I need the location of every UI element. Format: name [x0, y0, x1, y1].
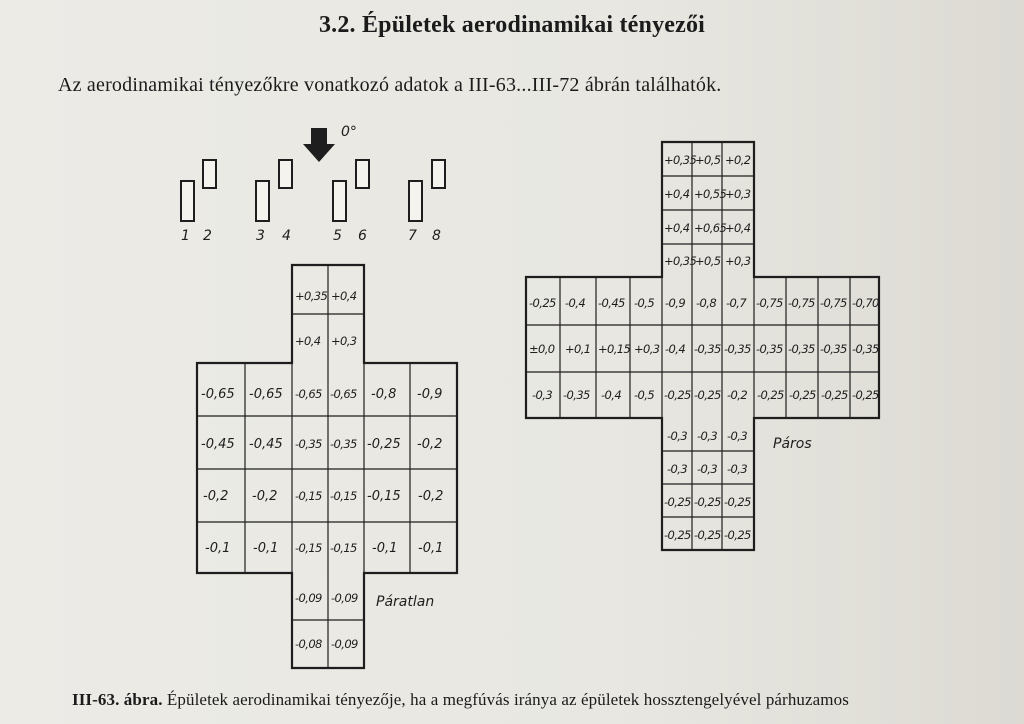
even-cell: +0,15 [598, 342, 631, 356]
odd-cell: -0,09 [295, 591, 322, 605]
wind-arrow-icon [303, 128, 335, 162]
even-cell: -0,2 [727, 388, 748, 402]
even-cell: +0,5 [695, 254, 721, 268]
building-4 [279, 160, 292, 188]
even-cell: -0,3 [667, 429, 688, 443]
even-cell: +0,5 [695, 153, 721, 167]
building-2 [203, 160, 216, 188]
even-cell: -0,35 [724, 342, 751, 356]
odd-cell: -0,35 [330, 437, 357, 451]
even-cell: -0,45 [598, 296, 625, 310]
building-label-2: 2 [203, 228, 212, 244]
odd-cell: -0,65 [201, 387, 235, 402]
even-cell: -0,75 [820, 296, 847, 310]
even-cell: -0,25 [694, 495, 721, 509]
even-cell: ±0,0 [529, 342, 555, 356]
odd-cell: +0,35 [295, 289, 328, 303]
even-cell: -0,25 [789, 388, 816, 402]
even-cell: +0,65 [694, 221, 727, 235]
even-cell: -0,9 [665, 296, 686, 310]
odd-cell: -0,2 [418, 489, 444, 504]
even-cell: -0,75 [788, 296, 815, 310]
odd-cell: -0,65 [330, 387, 357, 401]
building-label-7: 7 [408, 228, 417, 244]
odd-cell: -0,1 [205, 541, 231, 556]
odd-cell: -0,15 [295, 541, 322, 555]
odd-cell: -0,2 [203, 489, 229, 504]
even-cell: +0,1 [565, 342, 591, 356]
odd-cell: -0,35 [295, 437, 322, 451]
even-cell: -0,25 [852, 388, 879, 402]
odd-cell: -0,2 [252, 489, 278, 504]
even-cell: +0,55 [694, 187, 727, 201]
even-cell: -0,25 [757, 388, 784, 402]
even-cell: +0,4 [725, 221, 751, 235]
building-labels [181, 228, 441, 244]
building-1 [181, 181, 194, 221]
odd-cell: -0,1 [372, 541, 398, 556]
building-5 [333, 181, 346, 221]
even-cell: +0,35 [664, 153, 697, 167]
even-cell: -0,35 [694, 342, 721, 356]
even-cell: -0,25 [694, 528, 721, 542]
even-cell: -0,35 [756, 342, 783, 356]
section-title: 3.2. Épületek aerodinamikai tényezői [318, 12, 706, 38]
odd-cell: -0,65 [295, 387, 322, 401]
odd-cell: -0,9 [417, 387, 443, 402]
odd-diagram [197, 265, 457, 668]
even-cell: -0,25 [664, 388, 691, 402]
figure-caption [72, 690, 849, 710]
even-cell: -0,4 [665, 342, 686, 356]
even-cell: +0,4 [664, 187, 690, 201]
odd-diagram-label: Páratlan [376, 594, 435, 610]
building-label-6: 6 [358, 228, 367, 244]
even-diagram-label: Páros [773, 436, 812, 452]
building-label-8: 8 [432, 228, 441, 244]
even-cell: -0,35 [820, 342, 847, 356]
even-cell: -0,25 [529, 296, 556, 310]
even-cell: -0,5 [634, 296, 655, 310]
odd-cell: -0,25 [367, 437, 401, 452]
even-cell: -0,70 [852, 296, 879, 310]
building-3 [256, 181, 269, 221]
even-cell: -0,4 [601, 388, 622, 402]
odd-cell: -0,45 [201, 437, 235, 452]
even-cell: -0,25 [664, 495, 691, 509]
odd-cell: -0,65 [249, 387, 283, 402]
odd-cell: +0,4 [331, 289, 357, 303]
even-cell: -0,35 [852, 342, 879, 356]
even-cell: -0,3 [697, 429, 718, 443]
even-cell: -0,25 [821, 388, 848, 402]
even-cell: -0,3 [532, 388, 553, 402]
even-cell: +0,2 [725, 153, 751, 167]
odd-cell: -0,15 [330, 489, 357, 503]
odd-cell: +0,4 [295, 334, 321, 348]
even-cell: -0,3 [667, 462, 688, 476]
odd-cell: -0,09 [331, 637, 358, 651]
even-cell: -0,75 [756, 296, 783, 310]
even-cell: -0,25 [724, 528, 751, 542]
even-cell: -0,3 [697, 462, 718, 476]
building-label-5: 5 [333, 228, 342, 244]
building-8 [432, 160, 445, 188]
even-cell: -0,25 [694, 388, 721, 402]
caption-number: III-63. ábra. [72, 690, 163, 709]
building-label-1: 1 [181, 228, 190, 244]
building-6 [356, 160, 369, 188]
caption-text: Épületek aerodinamikai tényezője, ha a megfúvás iránya az épületek hossztengelyével párhuzamos [166, 690, 849, 709]
odd-cell: -0,45 [249, 437, 283, 452]
odd-cell: -0,8 [371, 387, 397, 402]
intro-text: Az aerodinamikai tényezőkre vonatkozó adatok a III-63...III-72 ábrán találhatók. [58, 74, 722, 96]
even-cell: -0,4 [565, 296, 586, 310]
odd-cell: +0,3 [331, 334, 357, 348]
building-plan [181, 160, 445, 221]
odd-cell: -0,15 [295, 489, 322, 503]
even-cell: +0,3 [634, 342, 660, 356]
even-cell: -0,25 [664, 528, 691, 542]
even-cell: -0,25 [724, 495, 751, 509]
even-cell: -0,3 [727, 462, 748, 476]
odd-cell: -0,15 [330, 541, 357, 555]
odd-cell: -0,09 [331, 591, 358, 605]
odd-cell: -0,08 [295, 637, 322, 651]
building-7 [409, 181, 422, 221]
odd-cell: -0,2 [417, 437, 443, 452]
even-cell: -0,8 [696, 296, 717, 310]
even-cell: +0,3 [725, 254, 751, 268]
even-cell: +0,35 [664, 254, 697, 268]
even-cell: -0,35 [788, 342, 815, 356]
even-cell: -0,35 [563, 388, 590, 402]
even-diagram [526, 142, 879, 550]
odd-cell: -0,15 [367, 489, 401, 504]
even-cell: -0,5 [634, 388, 655, 402]
odd-cell: -0,1 [253, 541, 279, 556]
even-cell: -0,7 [726, 296, 747, 310]
even-cell: +0,4 [664, 221, 690, 235]
building-label-4: 4 [282, 228, 291, 244]
even-cell: -0,3 [727, 429, 748, 443]
wind-angle-label: 0° [341, 124, 357, 140]
building-label-3: 3 [256, 228, 265, 244]
even-cell: +0,3 [725, 187, 751, 201]
odd-cell: -0,1 [418, 541, 444, 556]
